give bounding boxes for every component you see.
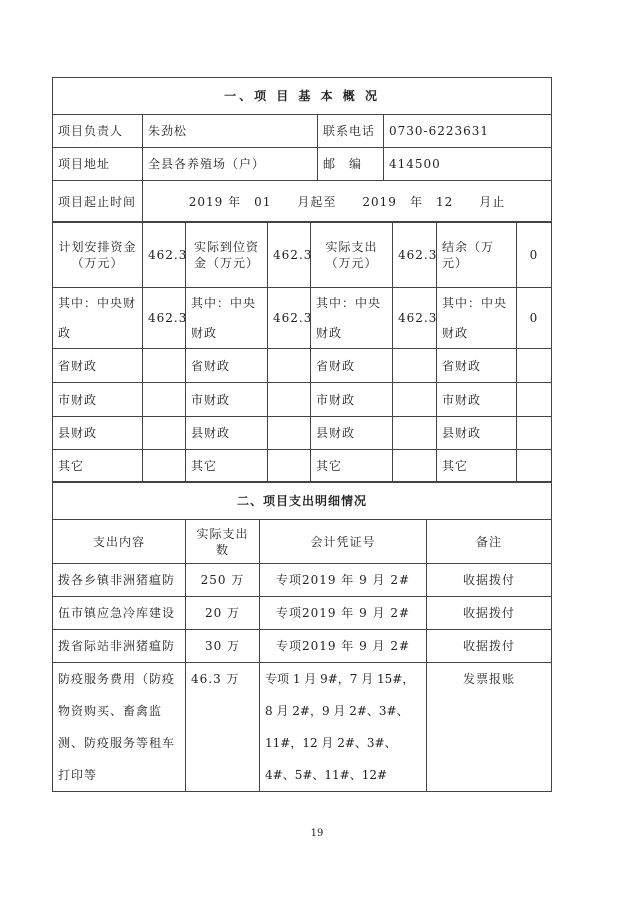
received-funds-label: 实际到位资金（万元） <box>186 222 268 288</box>
funds-table <box>52 221 552 482</box>
table-row <box>53 630 552 663</box>
expense-remark: 发票报账 <box>427 663 552 792</box>
header-voucher: 会计凭证号 <box>260 520 427 564</box>
actual-spend-value: 462.3 <box>393 222 437 288</box>
received-funds-value: 462.3 <box>268 222 311 288</box>
central-value: 462.3 <box>393 288 437 349</box>
header-remark: 备注 <box>427 520 552 564</box>
period-value: 2019 年 01 月起至 2019 年 12 月止 <box>143 181 552 223</box>
central-label: 其中：中央财政 <box>437 288 517 349</box>
city-label: 市财政 <box>311 383 393 417</box>
header-content: 支出内容 <box>53 520 186 564</box>
central-value: 462.3 <box>268 288 311 349</box>
balance-value: 0 <box>517 222 552 288</box>
central-value: 0 <box>517 288 552 349</box>
expense-content: 拨省际站非洲猪瘟防 <box>53 630 186 663</box>
phone-label: 联系电话 <box>318 115 384 148</box>
header-amount: 实际支出数 <box>186 520 260 564</box>
province-label: 省财政 <box>186 349 268 383</box>
expense-content: 拨各乡镇非洲猪瘟防 <box>53 564 186 597</box>
county-label: 县财政 <box>53 417 143 450</box>
other-label: 其它 <box>437 450 517 482</box>
zip-label: 邮 编 <box>318 148 384 181</box>
page-number: 19 <box>310 828 324 839</box>
table-row <box>53 564 552 597</box>
other-label: 其它 <box>186 450 268 482</box>
address-value: 全县各养殖场（户） <box>143 148 318 181</box>
province-label: 省财政 <box>53 349 143 383</box>
section2-title: 二、项目支出明细情况 <box>53 483 552 520</box>
expense-amount: 46.3 万 <box>186 663 260 792</box>
leader-label: 项目负责人 <box>53 115 143 148</box>
central-label: 其中：中央财政 <box>186 288 268 349</box>
city-label: 市财政 <box>186 383 268 417</box>
table-row <box>53 597 552 630</box>
city-label: 市财政 <box>53 383 143 417</box>
expense-voucher: 专项2019 年 9 月 2# <box>260 564 427 597</box>
expense-detail-table <box>52 482 552 792</box>
expense-amount: 20 万 <box>186 597 260 630</box>
expense-voucher: 专项2019 年 9 月 2# <box>260 597 427 630</box>
period-label: 项目起止时间 <box>53 181 143 223</box>
expense-voucher: 专项 1 月 9#，7 月 15#，8 月 2#，9 月 2#、3#、11#，12 月 2#、3#、4#、5#、11#、12# <box>260 663 427 792</box>
expense-content: 防疫服务费用（防疫物资购买、畜禽监测、防疫服务等租车打印等 <box>53 663 186 792</box>
address-label: 项目地址 <box>53 148 143 181</box>
table-row <box>53 663 552 792</box>
balance-label: 结余（万元） <box>437 222 517 288</box>
expense-remark: 收据拨付 <box>427 564 552 597</box>
actual-spend-label: 实际支出（万元） <box>311 222 393 288</box>
other-label: 其它 <box>53 450 143 482</box>
expense-remark: 收据拨付 <box>427 630 552 663</box>
basic-info-table <box>52 77 552 223</box>
county-label: 县财政 <box>311 417 393 450</box>
expense-content: 伍市镇应急冷库建设 <box>53 597 186 630</box>
central-label: 其中：中央财政 <box>311 288 393 349</box>
planned-funds-label: 计划安排资金（万元） <box>53 222 143 288</box>
city-label: 市财政 <box>437 383 517 417</box>
county-label: 县财政 <box>186 417 268 450</box>
expense-amount: 30 万 <box>186 630 260 663</box>
section1-title: 一、项 目 基 本 概 况 <box>53 78 552 115</box>
province-label: 省财政 <box>437 349 517 383</box>
expense-remark: 收据拨付 <box>427 597 552 630</box>
central-value: 462.3 <box>143 288 186 349</box>
expense-amount: 250 万 <box>186 564 260 597</box>
expense-voucher: 专项2019 年 9 月 2# <box>260 630 427 663</box>
central-label: 其中：中央财政 <box>53 288 143 349</box>
leader-value: 朱劲松 <box>143 115 318 148</box>
other-label: 其它 <box>311 450 393 482</box>
zip-value: 414500 <box>384 148 552 181</box>
phone-value: 0730-6223631 <box>384 115 552 148</box>
province-label: 省财政 <box>311 349 393 383</box>
county-label: 县财政 <box>437 417 517 450</box>
planned-funds-value: 462.3 <box>143 222 186 288</box>
